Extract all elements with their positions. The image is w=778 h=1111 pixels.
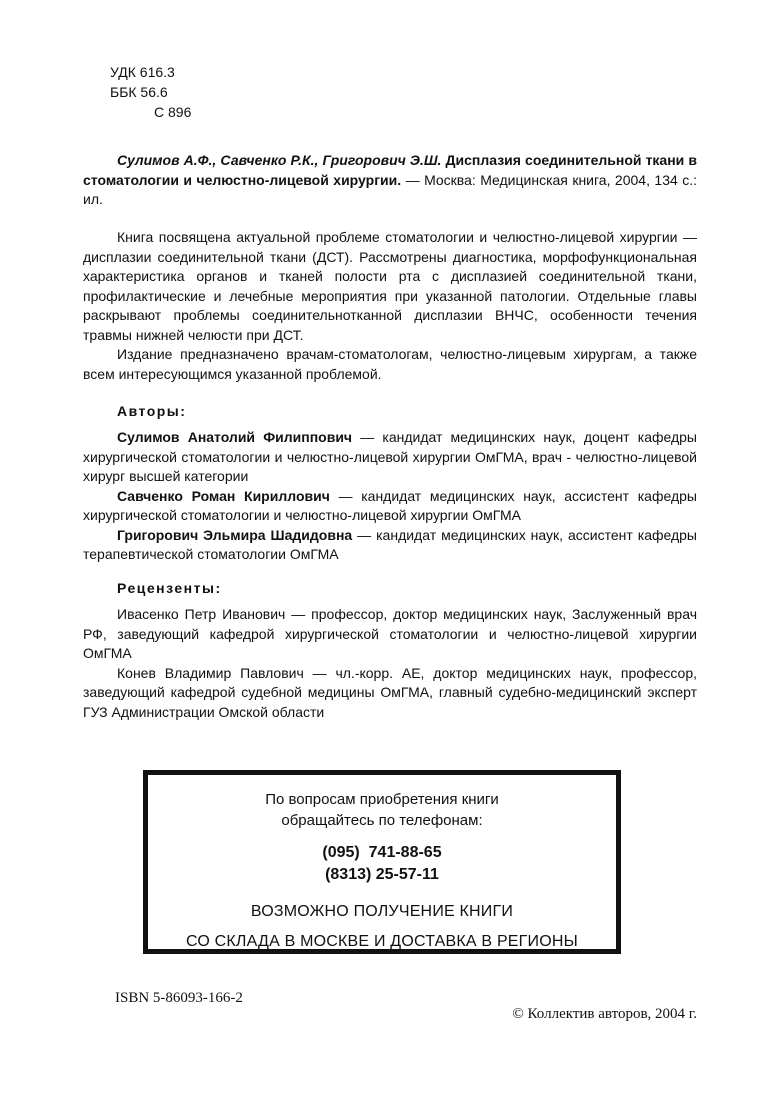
purchase-question xyxy=(148,789,616,831)
reference-imprint: — Москва: Медицинская книга, 2004, 134 с.: ил. xyxy=(83,171,698,207)
authors-list xyxy=(83,428,697,565)
abstract-paragraph: Книга посвящена актуальной проблеме стоматологии и челюстно-лицевой хирургии — дисплазии соединительной ткани (ДСТ). Рассмотрены диагностика, морфофункциональная характеристика органов и тканей полости рта с дисплазией соединительной ткани, профилактические и лечебные мероприятия при указанной патологии. Отдельные главы раскрывают проблемы соединительнотканной дисплазии ВНЧС, особенности течения травмы нижней челюсти при ДСТ. xyxy=(83,229,697,343)
purchase-line: По вопросам приобретения книги xyxy=(265,791,499,808)
reviewers-list xyxy=(83,605,697,722)
purchase-line: обращайтесь по телефонам: xyxy=(281,812,483,829)
reference-title: Дисплазия соединительной ткани в стоматологии и челюстно-лицевой хирургии. xyxy=(83,152,697,188)
author-name: Григорович Эльмира Шадидовна xyxy=(117,526,353,543)
phone-numbers xyxy=(148,842,616,886)
reviewer-entry: Ивасенко Петр Иванович — профессор, доктор медицинских наук, Заслуженный врач РФ, заведующий кафедрой хирургической стоматологии и челюстно-лицевой хирургии ОмГМА xyxy=(83,606,697,661)
author-desc: — кандидат медицинских наук, ассистент кафедры хирургической стоматологии и челюстно-лицевой хирургии ОмГМА xyxy=(83,487,697,523)
author-mark: С 896 xyxy=(154,104,192,120)
classification-codes xyxy=(110,62,191,122)
author-name: Савченко Роман Кириллович xyxy=(117,487,330,504)
delivery-line: СО СКЛАДА В МОСКВЕ И ДОСТАВКА В РЕГИОНЫ xyxy=(185,933,579,950)
author-desc: — кандидат медицинских наук, ассистент кафедры терапевтической стоматологии ОмГМА xyxy=(83,526,697,562)
delivery-info xyxy=(148,897,616,957)
phone-number: (8313) 25-57-11 xyxy=(325,866,439,883)
udc-code: УДК 616.3 xyxy=(110,64,175,80)
isbn: ISBN 5-86093-166-2 xyxy=(115,990,243,1006)
author-entry xyxy=(83,526,697,565)
reference-authors: Сулимов А.Ф., Савченко Р.К., Григорович Э.Ш. xyxy=(117,152,442,168)
abstract-paragraph: Издание предназначено врачам-стоматологам, челюстно-лицевым хирургам, а также всем интересующимся указанной проблемой. xyxy=(83,346,697,382)
author-entry xyxy=(83,487,697,526)
author-entry xyxy=(83,428,697,487)
purchase-info-box xyxy=(143,770,621,954)
phone-number: (095) 741-88-65 xyxy=(322,844,442,861)
copyright: © Коллектив авторов, 2004 г. xyxy=(512,1006,697,1022)
author-desc: — кандидат медицинских наук, доцент кафедры хирургической стоматологии и челюстно-лицевой хирургии ОмГМА, врач - челюстно-лицевой хирург высшей категории xyxy=(83,429,697,484)
author-name: Сулимов Анатолий Филиппович xyxy=(117,429,353,445)
bbk-code: ББК 56.6 xyxy=(110,84,168,100)
bibliographic-reference xyxy=(83,151,697,210)
reviewers-heading: Рецензенты: xyxy=(117,580,222,596)
abstract xyxy=(83,228,697,384)
delivery-line: ВОЗМОЖНО ПОЛУЧЕНИЕ КНИГИ xyxy=(250,903,514,920)
reviewer-entry: Конев Владимир Павлович — чл.-корр. АЕ, доктор медицинских наук, профессор, заведующий кафедрой судебной медицины ОмГМА, главный судебно-медицинский эксперт ГУЗ Администрации Омской области xyxy=(83,664,697,720)
authors-heading: Авторы: xyxy=(117,403,187,419)
